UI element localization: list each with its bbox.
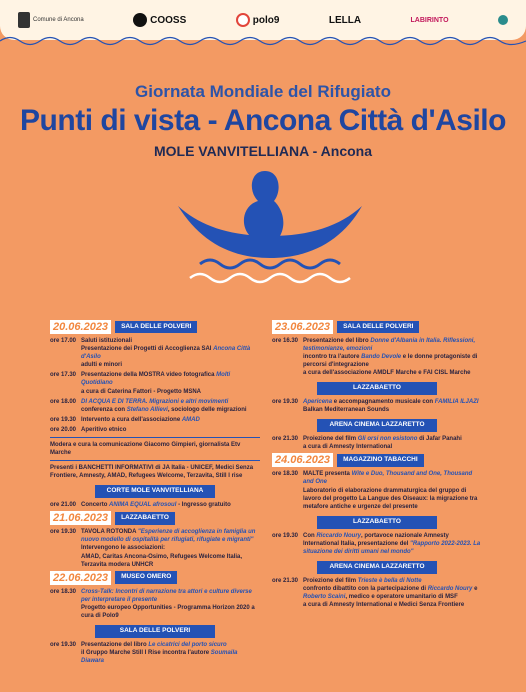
- program-left-column: [50, 318, 260, 667]
- event-text: TAVOLA ROTONDA: [81, 529, 137, 536]
- event-text: Presentazione della MOSTRA video fotografica: [81, 372, 215, 379]
- event-item: [50, 528, 260, 568]
- logo-teal: [498, 15, 508, 25]
- event-desc: [81, 528, 260, 568]
- event-text: Presentazione del libro: [303, 338, 369, 344]
- event-item: [50, 371, 260, 395]
- venue-label: LAZZABAETTO: [317, 516, 437, 529]
- event-desc: [303, 398, 479, 414]
- event-text: Presentazione del libro: [81, 641, 147, 648]
- event-text: adulti e minori: [81, 362, 123, 369]
- event-highlight: "Rapporto 2022-2023. La situazione dei diritti umani nel mondo": [303, 540, 481, 555]
- event-desc: [81, 398, 247, 414]
- event-desc: [303, 337, 482, 377]
- event-text: Proiezione del film: [303, 436, 357, 443]
- event-highlight: Ancona Città d'Asilo: [81, 346, 251, 361]
- event-text: , medico e operatore umanitario di MSF: [345, 593, 458, 600]
- event-text: a cura dell'associazione AMDLF Marche e FAI CISL Marche: [303, 370, 471, 377]
- day-header: [50, 320, 260, 334]
- day-header: [272, 320, 482, 334]
- day-date: 20.06.2023: [50, 320, 111, 334]
- day-header: [50, 571, 260, 585]
- event-highlight: Le cicatrici del porto sicuro: [148, 641, 227, 648]
- event-time: ore 21.30: [272, 436, 299, 443]
- event-time: ore 19.30: [50, 529, 77, 536]
- event-time: ore 16.30: [272, 338, 299, 344]
- venue-label: MAGAZZINO TABACCHI: [337, 454, 424, 467]
- logo-lella-label: LELLA: [328, 14, 362, 26]
- event-text: AMAD, Caritas Ancona-Osimo, Refugees Welcome Italia, Terzavita modera UNHCR: [81, 553, 243, 568]
- logo-ancona-label: Comune di Ancona: [33, 17, 84, 23]
- event-text: Presentazione dei Progetti di Accoglienza SAI: [81, 346, 212, 353]
- event-text: , sociologo delle migrazioni: [167, 406, 247, 413]
- day-date: 24.06.2023: [272, 453, 333, 467]
- event-desc: [303, 532, 482, 556]
- event-highlight: Soumaila Diawara: [81, 649, 238, 665]
- event-highlight: Gli orsi non esistono: [357, 436, 418, 443]
- event-item: [272, 435, 482, 451]
- venue-label: MUSEO OMERO: [115, 571, 177, 584]
- logo-polo9: [236, 13, 280, 27]
- event-text: Laboratorio di elaborazione drammaturgica del gruppo di lavoro del progetto La Langue des Oiseaux: la migrazione tra metafore antiche e urgenze del presente: [303, 487, 478, 510]
- day-date: 22.06.2023: [50, 571, 111, 585]
- event-item: [50, 337, 260, 369]
- event-desc: [303, 577, 477, 609]
- event-text: e accompagnamento musicale con: [333, 399, 434, 406]
- event-time: ore 19.30: [272, 532, 299, 539]
- event-text: a cura di Amnesty International e Medici Senza Frontiere: [303, 601, 465, 608]
- event-item: [50, 641, 260, 665]
- event-desc: [81, 416, 200, 424]
- event-time: ore 18.00: [50, 398, 77, 405]
- event-text: Concerto: [81, 502, 108, 509]
- event-highlight: Riccardo Noury: [316, 532, 362, 539]
- event-item: [272, 470, 482, 510]
- event-place: MOLE VANVITELLIANA - Ancona: [153, 143, 373, 159]
- moderator-note: Modera e cura la comunicazione Giacomo Gimpieri, giornalista Etv Marche: [50, 442, 241, 457]
- event-desc: [81, 337, 260, 369]
- event-item: [50, 588, 260, 620]
- day-header: [272, 453, 482, 467]
- event-time: ore 21.00: [50, 502, 77, 509]
- event-text: Saluti istituzionali: [81, 338, 133, 344]
- event-text: - Ingresso gratuito: [178, 502, 231, 509]
- logo-labirinto-label: LABIRINTO: [410, 16, 449, 24]
- event-text: Intervento a cura dell'associazione: [81, 416, 181, 423]
- event-time: ore 19.30: [272, 399, 299, 406]
- event-text: e: [474, 585, 478, 592]
- event-time: ore 17.00: [50, 338, 77, 344]
- event-highlight: Wite e Duo, Thousand and One, Thousand and One: [303, 471, 473, 486]
- event-highlight: DI ACQUA E DI TERRA. Migrazioni e altri movimenti: [81, 398, 229, 405]
- event-item: [50, 398, 260, 414]
- event-text: Proiezione del film: [303, 577, 357, 584]
- event-text: , portavoce nazionale Amnesty International Italia, presentazione del: [303, 532, 449, 547]
- program-right-column: [272, 318, 482, 611]
- event-highlight: Cross-Talk: Incontri di narrazione tra attori e culture diverse per interpretare il presente: [81, 588, 252, 603]
- event-highlight: "Esperienze di accoglienza in famiglia un nuovo modello di ospitalità per rifugiati, rifugiate e migranti": [81, 529, 256, 544]
- day-date: 23.06.2023: [272, 320, 333, 334]
- event-highlight: ANIMA EQUAL afrosoul: [109, 502, 177, 509]
- event-time: ore 19.30: [50, 416, 77, 423]
- venue-label: ARENA CINEMA LAZZARETTO: [317, 419, 437, 432]
- venue-label: LAZZABAETTO: [115, 512, 175, 525]
- event-highlight: Stefano Allievi: [126, 406, 168, 413]
- cooss-icon: [133, 13, 147, 27]
- logo-ancona: [18, 12, 84, 28]
- event-item: [50, 416, 260, 424]
- event-desc: [81, 588, 260, 620]
- event-time: ore 21.30: [272, 577, 299, 584]
- logo-cooss: [133, 13, 186, 27]
- event-text: il Gruppo Marche Still I Rise incontra l'autore: [81, 649, 210, 656]
- event-highlight: AMAD: [181, 416, 200, 423]
- logo-labirinto: [411, 17, 449, 24]
- event-text: Balkan Mediterranean Sounds: [303, 407, 390, 414]
- event-text: Intervengono le associazioni:: [81, 545, 166, 552]
- logo-lella: [329, 15, 361, 26]
- logo-cooss-label: COOSS: [150, 14, 187, 26]
- event-text: conferenza con: [81, 406, 126, 413]
- event-desc: [81, 641, 260, 665]
- event-item: [272, 398, 482, 414]
- event-highlight: FAMILIA ILJAZI: [434, 399, 479, 406]
- boat-illustration-icon: [170, 166, 370, 296]
- event-highlight: Apericena: [303, 399, 333, 406]
- event-time: ore 19.30: [50, 641, 77, 648]
- event-desc: [81, 501, 231, 509]
- event-highlight: Bando Devole: [361, 354, 402, 361]
- event-text: Con: [303, 532, 315, 539]
- event-desc: [303, 470, 482, 510]
- day-header: [50, 511, 260, 525]
- event-highlight: Molti Quotidiano: [81, 372, 231, 387]
- venue-label: SALA DELLE POLVERI: [337, 321, 419, 334]
- ancona-crest-icon: [18, 12, 30, 28]
- event-text: e le donne protagoniste di percorsi d'integrazione: [303, 354, 478, 369]
- event-text: confronto dibattito con la partecipazione di: [303, 585, 427, 592]
- event-item: [272, 532, 482, 556]
- divider: [50, 437, 260, 438]
- event-item: [50, 501, 260, 509]
- event-item: [50, 426, 260, 434]
- event-highlight: Trieste è bella di Notte: [357, 577, 422, 584]
- venue-label: SALA DELLE POLVERI: [95, 625, 215, 638]
- event-highlight: Riccardo Noury: [427, 585, 473, 592]
- event-time: ore 17.30: [50, 372, 77, 379]
- event-time: ore 18.30: [272, 471, 299, 478]
- event-text: incontro tra l'autore: [303, 354, 360, 361]
- booths-note: Presenti i BANCHETTI INFORMATIVI di JA Italia - UNICEF, Medici Senza Frontiere, Amnesty, AMAD, Refugees Welcome, Terzavita, Still I rise: [50, 465, 254, 480]
- venue-label: LAZZABAETTO: [317, 382, 437, 395]
- event-text: a cura di Caterina Fattori - Progetto MSNA: [81, 388, 202, 395]
- event-desc: [81, 371, 260, 395]
- teal-circle-icon: [498, 15, 508, 25]
- event-item: [272, 337, 482, 377]
- event-time: ore 20.00: [50, 426, 77, 433]
- logo-polo9-label: polo9: [252, 14, 280, 26]
- venue-label: ARENA CINEMA LAZZARETTO: [317, 561, 437, 574]
- event-item: [272, 577, 482, 609]
- event-title: Punti di vista - Ancona Città d'Asilo: [20, 104, 506, 137]
- event-time: ore 18.30: [50, 588, 77, 595]
- event-desc: [303, 435, 462, 451]
- event-highlight: Donne d'Albania in Italia. Riflessioni, testimonianze, emozioni: [303, 338, 476, 353]
- event-text: a cura di Amnesty International: [303, 444, 393, 451]
- day-date: 21.06.2023: [50, 511, 111, 525]
- venue-label: CORTE MOLE VANVITELLIANA: [95, 485, 215, 498]
- event-subtitle: Giornata Mondiale del Rifugiato: [135, 82, 391, 101]
- polo9-icon: [236, 13, 250, 27]
- wave-decoration: [0, 34, 526, 48]
- event-text: MALTE presenta: [303, 471, 350, 478]
- event-text: Aperitivo etnico: [81, 426, 127, 433]
- event-text: Progetto europeo Opportunities - Programma Horizon 2020 a cura di Polo9: [81, 604, 255, 620]
- venue-label: SALA DELLE POLVERI: [115, 321, 197, 334]
- event-text: di Jafar Panahi: [419, 436, 462, 443]
- event-highlight: Roberto Scaini: [303, 593, 346, 600]
- divider: [50, 460, 260, 461]
